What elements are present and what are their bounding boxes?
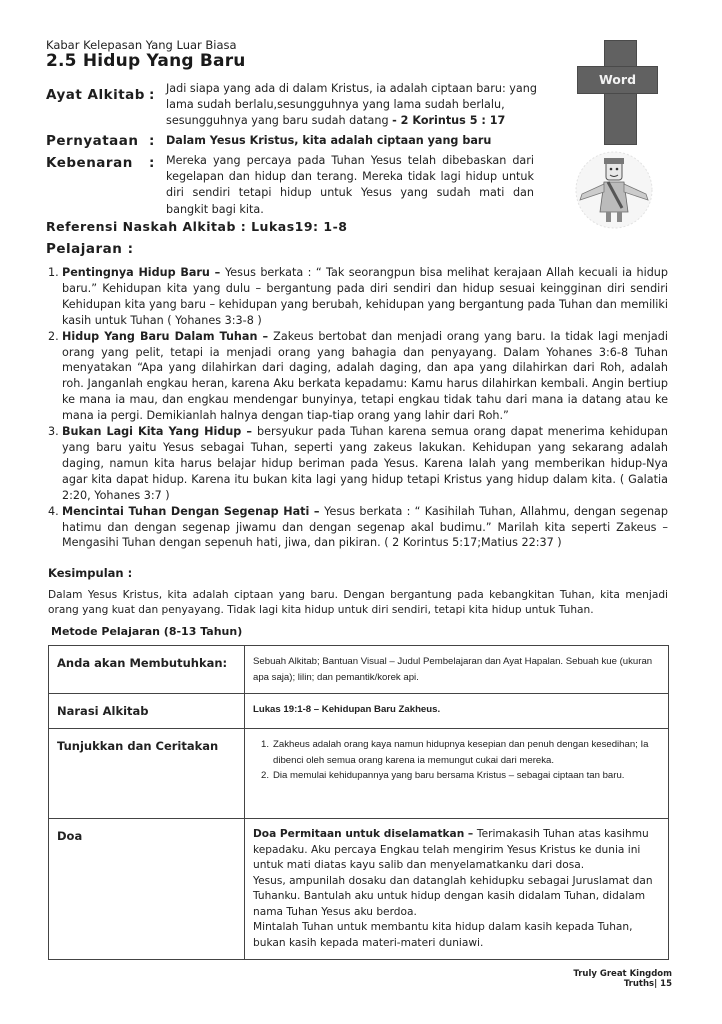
kebenaran-text: Mereka yang percaya pada Tuhan Yesus telah dibebaskan dari kegelapan dan hidup dan terang. Mereka tidak lagi hidup untuk diri sendiri tetapi hidup untuk Yesus yang sudah mati dan bangkit bagi kita. [166,154,534,216]
page-footer: Truly Great Kingdom Truths| 15 [573,969,672,989]
row-value [245,729,669,819]
table-row [49,646,669,694]
ayat-verse [166,81,566,130]
lesson-text: Zakeus bertobat dan menjadi orang yang baru. Ia tidak lagi menjadi orang yang pelit, tetapi ia menjadi orang yang bahagia dan penyayang. Dalam Yohanes 3:6-8 Tuhan menyatakan “Apa yang dilahirkan dari daging, adalah daging, dan apa yang dilahirkan dari Roh, adalah roh. Janganlah engkau heran, karena Aku berkata kepadamu: Kamu harus dilahirkan kembali. Angin bertiup ke mana ia mau, dan engkau mendengar bunyinya, tetapi engkau tidak tahu dari mana ia datang atau ke mana ia pergi. Demikianlah halnya dengan tiap-tiap orang yang lahir dari Roh.” [62,329,668,423]
row-value [245,819,669,960]
row-value: Sebuah Alkitab; Bantuan Visual – Judul Pembelajaran dan Ayat Hapalan. Sebuah kue (ukuran apa saja); lilin; dan pemantik/korek api. [245,646,669,694]
lesson-number: 3. [48,425,59,439]
lesson-item [48,424,668,504]
table-row [49,729,669,819]
pernyataan-colon: : [149,133,155,149]
row-key: Narasi Alkitab [49,694,245,729]
kesimpulan-heading: Kesimpulan : [48,566,133,580]
pelajaran-heading: Pelajaran : [46,241,134,257]
lesson-number: 1. [48,266,59,279]
table-row [49,819,669,960]
prayer-paragraph: Yesus, ampunilah dosaku dan datanglah kehidupku sebagai Juruslamat dan Tuhanku. Bantulah aku untuk hidup dengan kasih didalam Tuhan, didalam nama Tuhan Yesus aku berdoa. [253,874,653,918]
row-value: Lukas 19:1-8 – Kehidupan Baru Zakheus. [245,694,669,729]
lesson-number: 4. [48,504,59,518]
series-subtitle: Kabar Kelepasan Yang Luar Biasa [46,38,237,52]
lesson-text: Yesus berkata : “ Kasihilah Tuhan, Allahmu, dengan segenap hatimu dan dengan segenap jiwamu dan dengan segenap akal budimu.” Marilah kita seperti Zakeus – Mengasihi Tuhan dengan sepenuh hati, jiwa, dan pikiran. ( 2 Korintus 5:17;Matius 22:37 ) [62,504,669,550]
kebenaran-label: Kebenaran [46,155,133,171]
lesson-item [48,504,668,552]
lesson-title: Pentingnya Hidup Baru – [62,266,225,279]
referensi-naskah: Referensi Naskah Alkitab : Lukas19: 1-8 [46,219,348,234]
method-table [48,645,669,960]
lesson-list [48,265,668,551]
lesson-number: 2. [48,329,59,343]
pernyataan-text: Dalam Yesus Kristus, kita adalah ciptaan yang baru [166,134,492,147]
jesus-illustration-icon [568,150,660,230]
pernyataan-label: Pernyataan [46,133,139,149]
lesson-title: Mencintai Tuhan Dengan Segenap Hati – [62,504,325,518]
list-item: 1. Zakheus adalah orang kaya namun hidupnya kesepian dan penuh dengan kesedihan; Ia dibenci oleh semua orang karena ia memungut cukai dari mereka. [261,739,649,766]
prayer-paragraph: Mintalah Tuhan untuk membantu kita hidup dalam kasih kepada Tuhan, bukan kasih kepada materi-materi duniawi. [253,921,633,949]
lesson-text: bersyukur pada Tuhan karena semua orang dapat menerima kehidupan yang baru yaitu Yesus sebagai Tuhan, seperti yang zakeus lakukan. Kehidupan yang sekarang adalah daging, namun kita harus belajar hidup beriman pada Yesus. Karena Ialah yang memberikan hidup-Nya agar kita dapat hidup. Karena itu bukan kita lagi yang hidup tetapi Kristus yang hidup dalam kita. ( Galatia 2:20, Yohanes 3:7 ) [62,425,669,502]
kesimpulan-text: Dalam Yesus Kristus, kita adalah ciptaan yang baru. Dengan bergantung pada kebangkitan Tuhan, kita menjadi orang yang kuat dan penyayang. Tidak lagi kita hidup untuk diri sendiri, tetapi kita hidup untuk Tuhan. [48,589,668,617]
lesson-title: Bukan Lagi Kita Yang Hidup – [62,425,257,439]
lesson-title: Hidup Yang Baru Dalam Tuhan – [62,329,274,343]
ayat-reference: - 2 Korintus 5 : 17 [392,114,506,128]
row-key: Anda akan Membutuhkan: [49,646,245,694]
table-row [49,694,669,729]
ayat-colon: : [149,87,155,103]
prayer-paragraph: Doa Permitaan untuk diselamatkan – Terimakasih Tuhan atas kasihmu kepadaku. Aku percaya Engkau telah mengirim Yesus Kristus ke dunia ini untuk mati diatas kayu salib dan menyelamatkanku dari dosa. [253,828,649,871]
row-key: Tunjukkan dan Ceritakan [49,729,245,819]
ayat-text: Jadi siapa yang ada di dalam Kristus, ia adalah ciptaan baru: yang lama sudah berlalu,sesungguhnya yang lama sudah berlalu, sesungguhnya yang baru sudah datang [166,82,537,128]
kebenaran-colon: : [149,155,155,171]
metode-heading: Metode Pelajaran (8-13 Tahun) [51,625,243,638]
row-key: Doa [49,819,245,960]
lesson-item [48,329,668,424]
lesson-text: Yesus berkata : “ Tak seorangpun bisa melihat kerajaan Allah kecuali ia hidup baru.” Kehidupan kita yang dulu – bergantung pada diri sendiri dan hidup sesuai keingginan diri sendiri Kehidupan kita yang baru – kehidupan yang berubah, kehidupan yang bergantung pada Tuhan dan memiliki kasih untuk Tuhan ( Yohanes 3:3-8 ) [62,266,668,327]
page-title: 2.5 Hidup Yang Baru [46,51,246,71]
cross-badge-label: Word [598,72,637,87]
ayat-label: Ayat Alkitab [46,87,145,103]
lesson-item [48,265,668,329]
list-item: 2. Dia memulai kehidupannya yang baru bersama Kristus – sebagai ciptaan tan baru. [261,770,625,781]
